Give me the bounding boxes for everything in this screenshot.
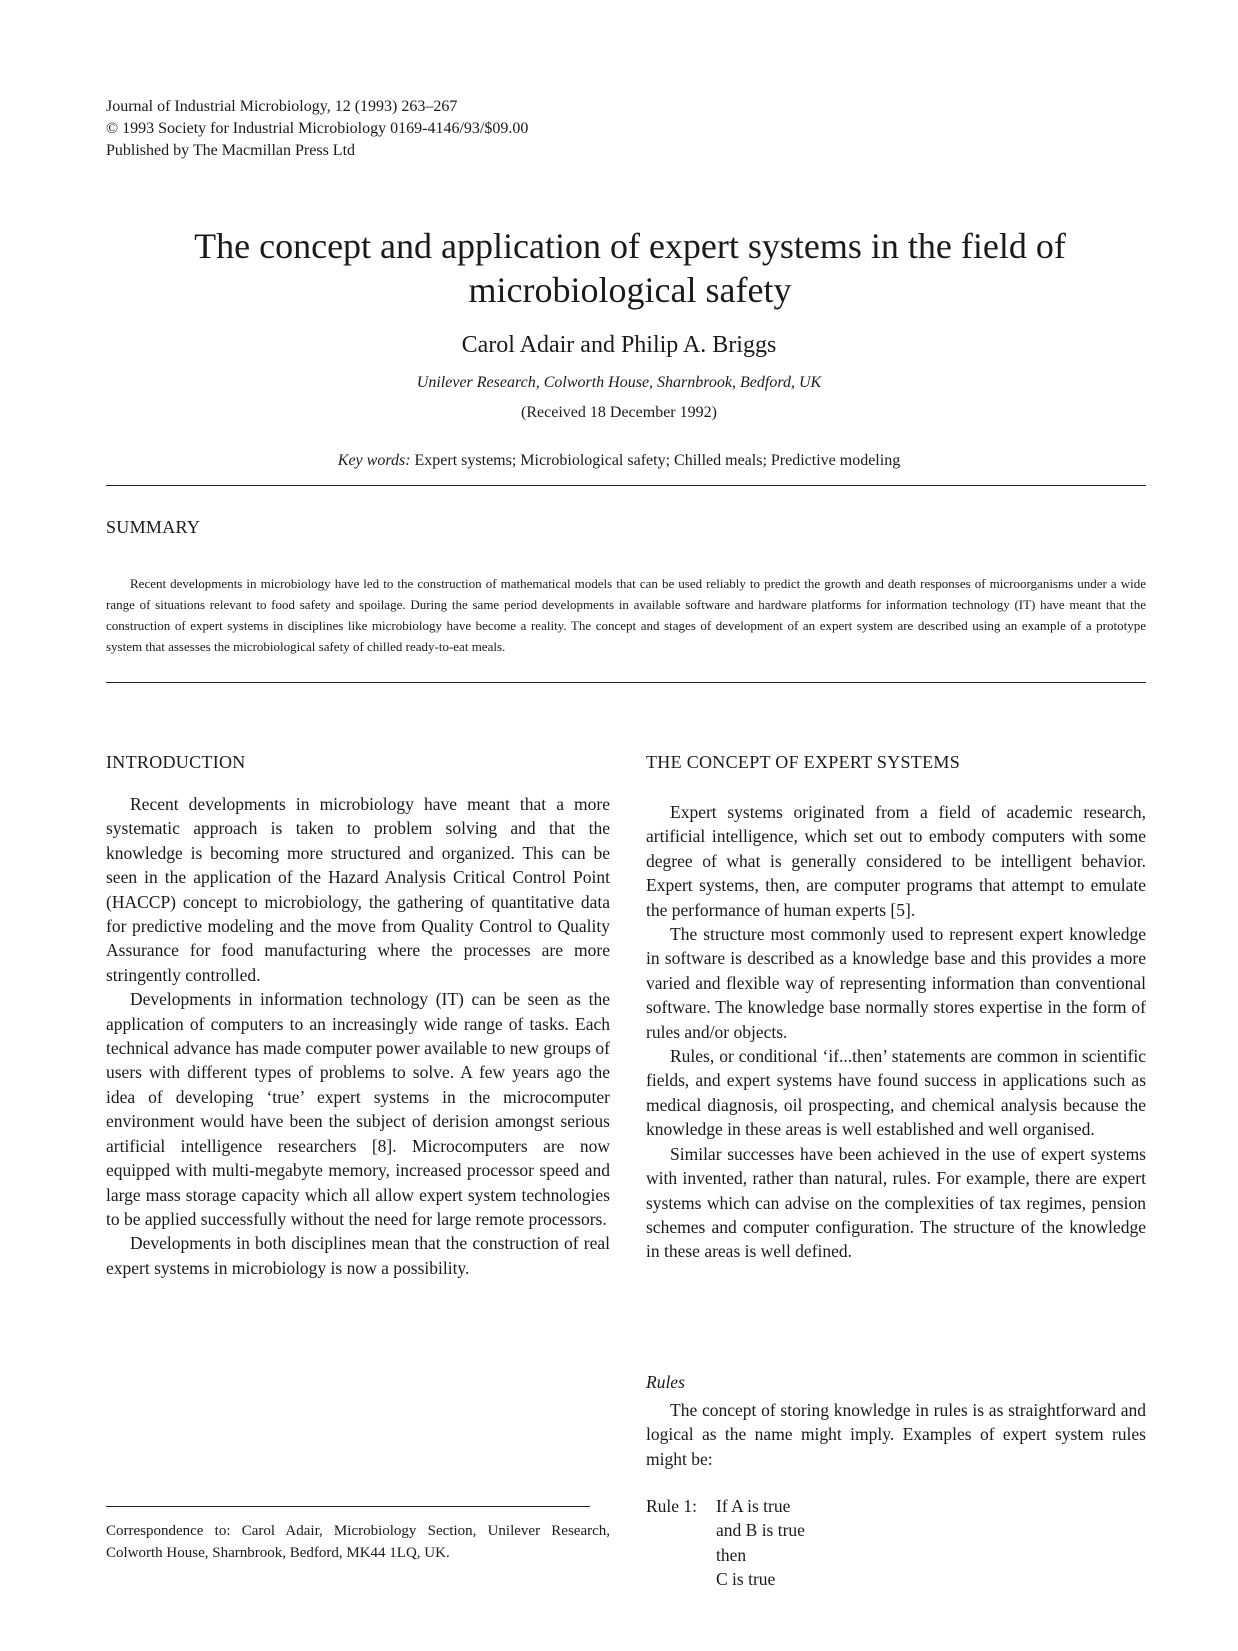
introduction-heading: INTRODUCTION (106, 752, 246, 772)
intro-paragraph: Recent developments in microbiology have meant that a more systematic approach is taken to problem solving and that the knowledge is becoming more structured and organized. This can be seen in the application of the Hazard Analysis Critical Control Point (HACCP) concept to microbiology, the gathering of quantitative data for predictive modeling and the move from Quality Control to Quality Assurance for food manufacturing where the processes are more stringently controlled. (106, 794, 610, 985)
divider-top (106, 485, 1146, 486)
concept-paragraph: Rules, or conditional ‘if...then’ statements are common in scientific fields, and expert systems have found success in applications such as medical diagnosis, oil prospecting, and chemical analysis because the knowledge in these areas is well established and well organised. (646, 1046, 1146, 1140)
rule-1-line: If A is true (716, 1496, 791, 1516)
keywords (0, 452, 1238, 470)
rules-paragraph: The concept of storing knowledge in rules is as straightforward and logical as the name might imply. Examples of expert system rules might be: (646, 1400, 1146, 1469)
concept-paragraph: Similar successes have been achieved in the use of expert systems with invented, rather than natural, rules. For example, there are expert systems which can advise on the complexities of tax regimes, pension schemes and computer configuration. The structure of the knowledge in these areas is well defined. (646, 1143, 1146, 1262)
intro-paragraph: Developments in both disciplines mean that the construction of real expert systems in microbiology is now a possibility. (106, 1233, 610, 1278)
rule-1-line: C is true (716, 1569, 776, 1590)
title-line-1: The concept and application of expert systems in the field of (194, 226, 1066, 266)
received-date: (Received 18 December 1992) (521, 404, 717, 421)
journal-header (106, 96, 528, 162)
intro-paragraph: Developments in information technology (IT) can be seen as the application of computers to an increasingly wide range of tasks. Each technical advance has made computer power available to new groups of users with different types of problems to solve. A few years ago the idea of developing ‘true’ expert systems in the microcomputer environment would have been the subject of derision amongst serious artificial intelligence researchers [8]. Microcomputers are now equipped with multi-megabyte memory, increased processor speed and large mass storage capacity which all allow expert system technologies to be applied successfully without the need for large remote processors. (106, 989, 610, 1229)
concept-heading: THE CONCEPT OF EXPERT SYSTEMS (646, 752, 961, 772)
rule-1-line: then (716, 1544, 747, 1565)
summary-heading: SUMMARY (106, 517, 201, 537)
title-line-2: microbiological safety (468, 270, 792, 310)
rules-subheading: Rules (646, 1372, 685, 1392)
keywords-label: Key words: (337, 452, 411, 469)
rule-1-label: Rule 1: (646, 1496, 698, 1516)
rule-1 (646, 1494, 805, 1592)
publisher-line: Published by The Macmillan Press Ltd (106, 142, 356, 159)
concept-body (646, 800, 1146, 1264)
keywords-list: Expert systems; Microbiological safety; Chilled meals; Predictive modeling (414, 452, 901, 469)
introduction-body (106, 792, 610, 1280)
summary-text: Recent developments in microbiology have led to the construction of mathematical models that can be used reliably to predict the growth and death responses of microorganisms under a wide range of situations relevant to food safety and spoilage. During the same period developments in available software and hardware platforms for information technology (IT) have meant that the construction of expert systems in disciplines like microbiology have become a reality. The concept and stages of development of an expert system are described using an example of a prototype system that assesses the microbiological safety of chilled ready-to-eat meals. (106, 576, 1146, 654)
footnote-divider (106, 1506, 590, 1507)
affiliation: Unilever Research, Colworth House, Sharnbrook, Bedford, UK (416, 374, 822, 391)
concept-paragraph: The structure most commonly used to represent expert knowledge in software is described as a knowledge base and this provides a more varied and flexible way of representing information than conventional software. The knowledge base normally stores expertise in the form of rules and/or objects. (646, 924, 1146, 1042)
article-title (60, 224, 1200, 312)
copyright-line: © 1993 Society for Industrial Microbiology 0169-4146/93/$09.00 (106, 120, 529, 137)
journal-line: Journal of Industrial Microbiology, 12 (1993) 263–267 (106, 98, 458, 115)
rule-1-line: and B is true (716, 1520, 805, 1541)
divider-bottom (106, 682, 1146, 683)
correspondence-footnote: Correspondence to: Carol Adair, Microbiology Section, Unilever Research, Colworth House, Sharnbrook, Bedford, MK44 1LQ, UK. (106, 1523, 610, 1561)
concept-paragraph: Expert systems originated from a field of academic research, artificial intelligence, which set out to embody computers with some degree of what is generally considered to be intelligent behavior. Expert systems, then, are computer programs that attempt to emulate the performance of human experts [5]. (646, 802, 1146, 920)
authors: Carol Adair and Philip A. Briggs (461, 332, 777, 358)
rules-body (646, 1398, 1146, 1471)
